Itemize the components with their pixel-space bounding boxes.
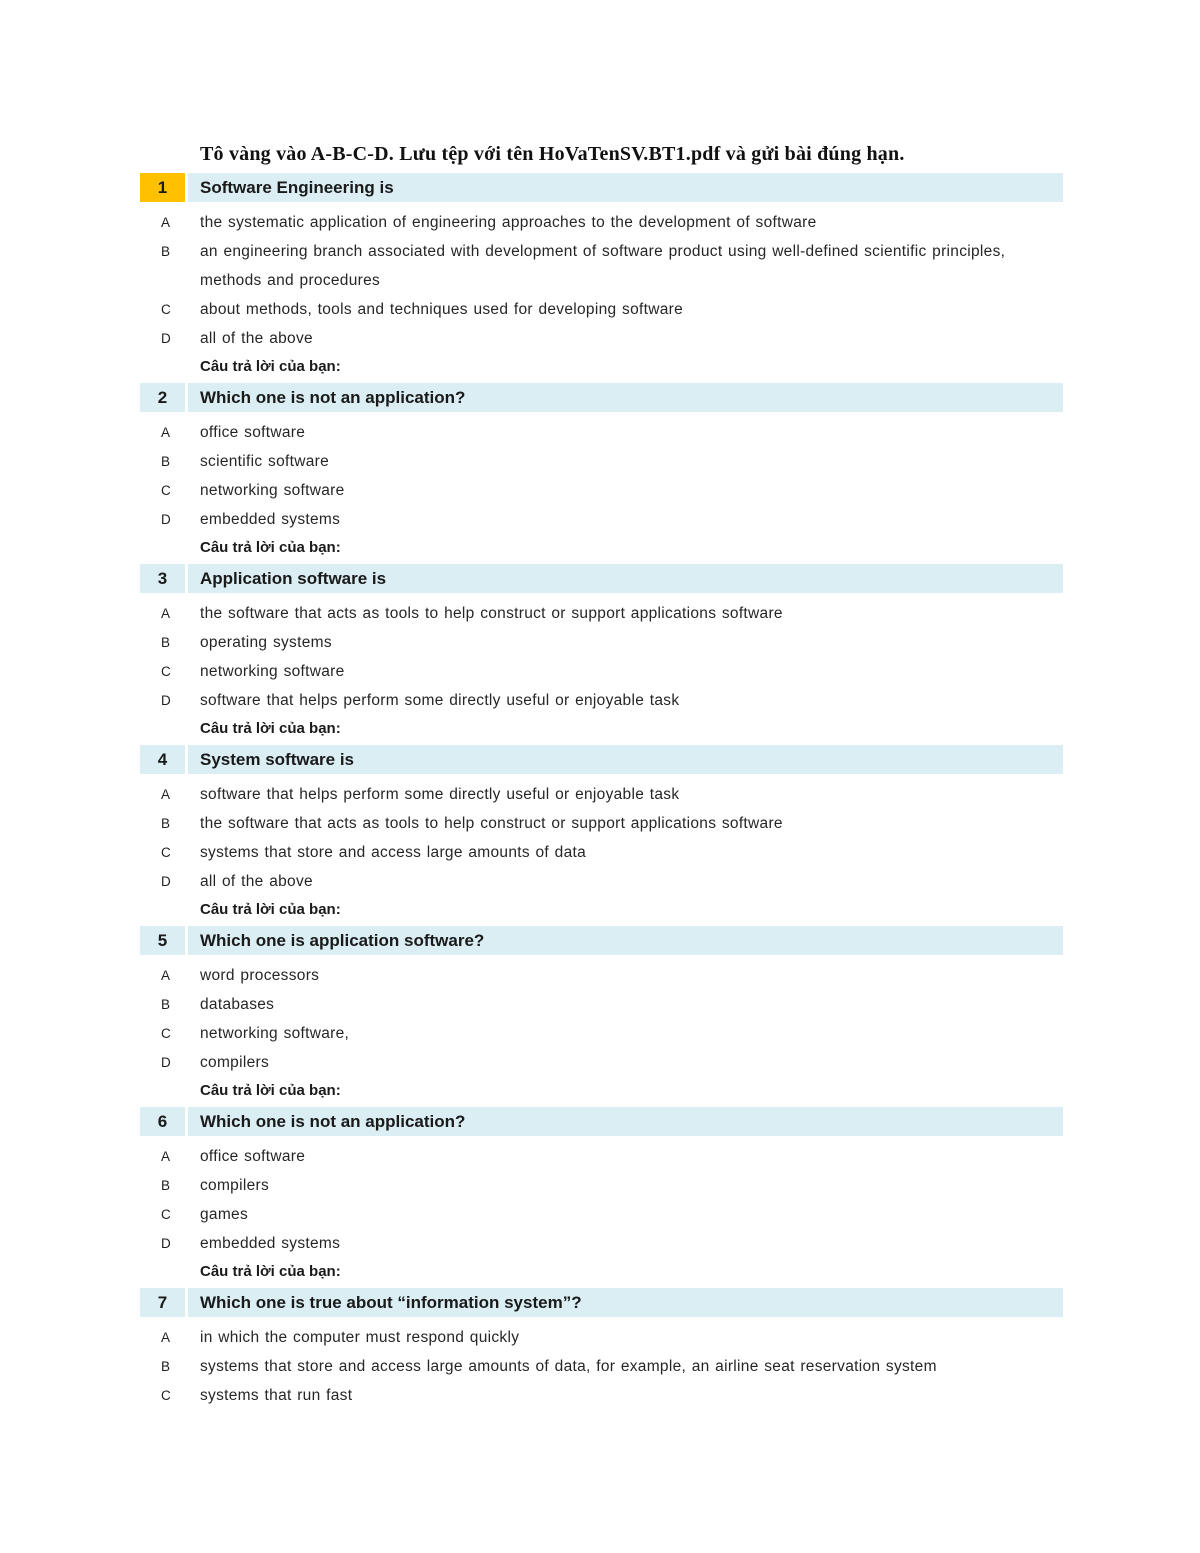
option-text: an engineering branch associated with development of software product using well-defined scientific principles, methods and procedures — [200, 243, 1006, 289]
question-header — [140, 564, 1063, 593]
option-row — [140, 418, 1063, 447]
option-row — [140, 1323, 1063, 1352]
questions-container — [140, 173, 1063, 1410]
option-row — [140, 1352, 1063, 1381]
question-title: Software Engineering is — [188, 173, 1063, 202]
option-row — [140, 867, 1063, 896]
option-letter: B — [161, 816, 171, 831]
option-text: networking software — [200, 663, 345, 680]
option-text: networking software — [200, 482, 345, 499]
options-list — [140, 1323, 1063, 1410]
option-row — [140, 628, 1063, 657]
question-header — [140, 1288, 1063, 1317]
answer-row — [140, 715, 1063, 743]
question-title: System software is — [188, 745, 1063, 774]
option-letter: D — [161, 1055, 171, 1070]
option-letter: B — [161, 1359, 171, 1374]
option-letter: A — [161, 1149, 171, 1164]
option-text: the systematic application of engineering approaches to the development of software — [200, 214, 817, 231]
options-list — [140, 961, 1063, 1077]
question-block — [140, 173, 1063, 381]
option-row — [140, 324, 1063, 353]
option-text: systems that store and access large amounts of data, for example, an airline seat reservation system — [200, 1358, 937, 1375]
options-list — [140, 418, 1063, 534]
option-letter: C — [161, 1388, 171, 1403]
option-row — [140, 1171, 1063, 1200]
option-letter: D — [161, 874, 171, 889]
option-row — [140, 237, 1063, 295]
option-row — [140, 657, 1063, 686]
answer-row — [140, 353, 1063, 381]
option-text: office software — [200, 424, 306, 441]
option-text: the software that acts as tools to help construct or support applications software — [200, 605, 783, 622]
option-text: compilers — [200, 1177, 270, 1194]
option-letter: D — [161, 331, 171, 346]
options-list — [140, 1142, 1063, 1258]
option-row — [140, 1200, 1063, 1229]
option-row — [140, 809, 1063, 838]
option-text: all of the above — [200, 330, 313, 347]
option-text: games — [200, 1206, 249, 1223]
options-list — [140, 780, 1063, 896]
option-text: compilers — [200, 1054, 270, 1071]
question-number: 2 — [140, 383, 185, 412]
answer-row — [140, 896, 1063, 924]
question-title: Application software is — [188, 564, 1063, 593]
question-title: Which one is not an application? — [188, 1107, 1063, 1136]
document-title: Tô vàng vào A-B-C-D. Lưu tệp với tên HoVaTenSV.BT1.pdf và gửi bài đúng hạn. — [200, 143, 905, 165]
option-letter: A — [161, 1330, 171, 1345]
option-letter: A — [161, 968, 171, 983]
option-row — [140, 961, 1063, 990]
option-row — [140, 1048, 1063, 1077]
option-letter: A — [161, 787, 171, 802]
option-row — [140, 686, 1063, 715]
option-text: systems that store and access large amounts of data — [200, 844, 587, 861]
question-number: 4 — [140, 745, 185, 774]
answer-row — [140, 1258, 1063, 1286]
option-text: all of the above — [200, 873, 313, 890]
question-number: 7 — [140, 1288, 185, 1317]
question-block — [140, 745, 1063, 924]
option-letter: B — [161, 454, 171, 469]
answer-row — [140, 1077, 1063, 1105]
option-row — [140, 1229, 1063, 1258]
question-number: 3 — [140, 564, 185, 593]
options-list — [140, 208, 1063, 353]
option-row — [140, 447, 1063, 476]
option-row — [140, 599, 1063, 628]
option-row — [140, 838, 1063, 867]
option-letter: C — [161, 1207, 171, 1222]
question-header — [140, 173, 1063, 202]
option-letter: C — [161, 1026, 171, 1041]
option-row — [140, 1381, 1063, 1410]
option-text: word processors — [200, 967, 320, 984]
option-letter: A — [161, 215, 171, 230]
answer-label: Câu trả lời của bạn: — [200, 539, 341, 556]
option-row — [140, 505, 1063, 534]
option-row — [140, 780, 1063, 809]
option-letter: B — [161, 997, 171, 1012]
option-letter: C — [161, 845, 171, 860]
option-row — [140, 208, 1063, 237]
answer-label: Câu trả lời của bạn: — [200, 358, 341, 375]
option-letter: D — [161, 512, 171, 527]
answer-row — [140, 534, 1063, 562]
option-text: databases — [200, 996, 275, 1013]
option-row — [140, 295, 1063, 324]
question-block — [140, 1107, 1063, 1286]
question-header — [140, 926, 1063, 955]
question-title: Which one is true about “information system”? — [188, 1288, 1063, 1317]
question-number: 1 — [140, 173, 185, 202]
question-number: 6 — [140, 1107, 185, 1136]
question-block — [140, 564, 1063, 743]
option-text: the software that acts as tools to help construct or support applications software — [200, 815, 783, 832]
option-row — [140, 1019, 1063, 1048]
option-text: in which the computer must respond quickly — [200, 1329, 520, 1346]
option-letter: A — [161, 606, 171, 621]
question-header — [140, 383, 1063, 412]
option-row — [140, 1142, 1063, 1171]
question-block — [140, 1288, 1063, 1410]
question-header — [140, 745, 1063, 774]
option-letter: D — [161, 1236, 171, 1251]
question-header — [140, 1107, 1063, 1136]
answer-label: Câu trả lời của bạn: — [200, 720, 341, 737]
option-row — [140, 476, 1063, 505]
option-text: operating systems — [200, 634, 332, 651]
option-letter: B — [161, 635, 171, 650]
option-letter: D — [161, 693, 171, 708]
option-letter: B — [161, 244, 171, 259]
question-number: 5 — [140, 926, 185, 955]
answer-label: Câu trả lời của bạn: — [200, 1263, 341, 1280]
option-letter: C — [161, 483, 171, 498]
option-text: about methods, tools and techniques used for developing software — [200, 301, 684, 318]
question-title: Which one is application software? — [188, 926, 1063, 955]
question-title: Which one is not an application? — [188, 383, 1063, 412]
question-block — [140, 383, 1063, 562]
option-letter: C — [161, 664, 171, 679]
option-text: embedded systems — [200, 1235, 341, 1252]
option-text: software that helps perform some directly useful or enjoyable task — [200, 692, 680, 709]
option-letter: C — [161, 302, 171, 317]
option-text: embedded systems — [200, 511, 341, 528]
option-text: office software — [200, 1148, 306, 1165]
option-letter: A — [161, 425, 171, 440]
option-letter: B — [161, 1178, 171, 1193]
option-text: scientific software — [200, 453, 330, 470]
answer-label: Câu trả lời của bạn: — [200, 1082, 341, 1099]
option-row — [140, 990, 1063, 1019]
option-text: software that helps perform some directly useful or enjoyable task — [200, 786, 680, 803]
options-list — [140, 599, 1063, 715]
option-text: systems that run fast — [200, 1387, 353, 1404]
question-block — [140, 926, 1063, 1105]
answer-label: Câu trả lời của bạn: — [200, 901, 341, 918]
option-text: networking software, — [200, 1025, 350, 1042]
